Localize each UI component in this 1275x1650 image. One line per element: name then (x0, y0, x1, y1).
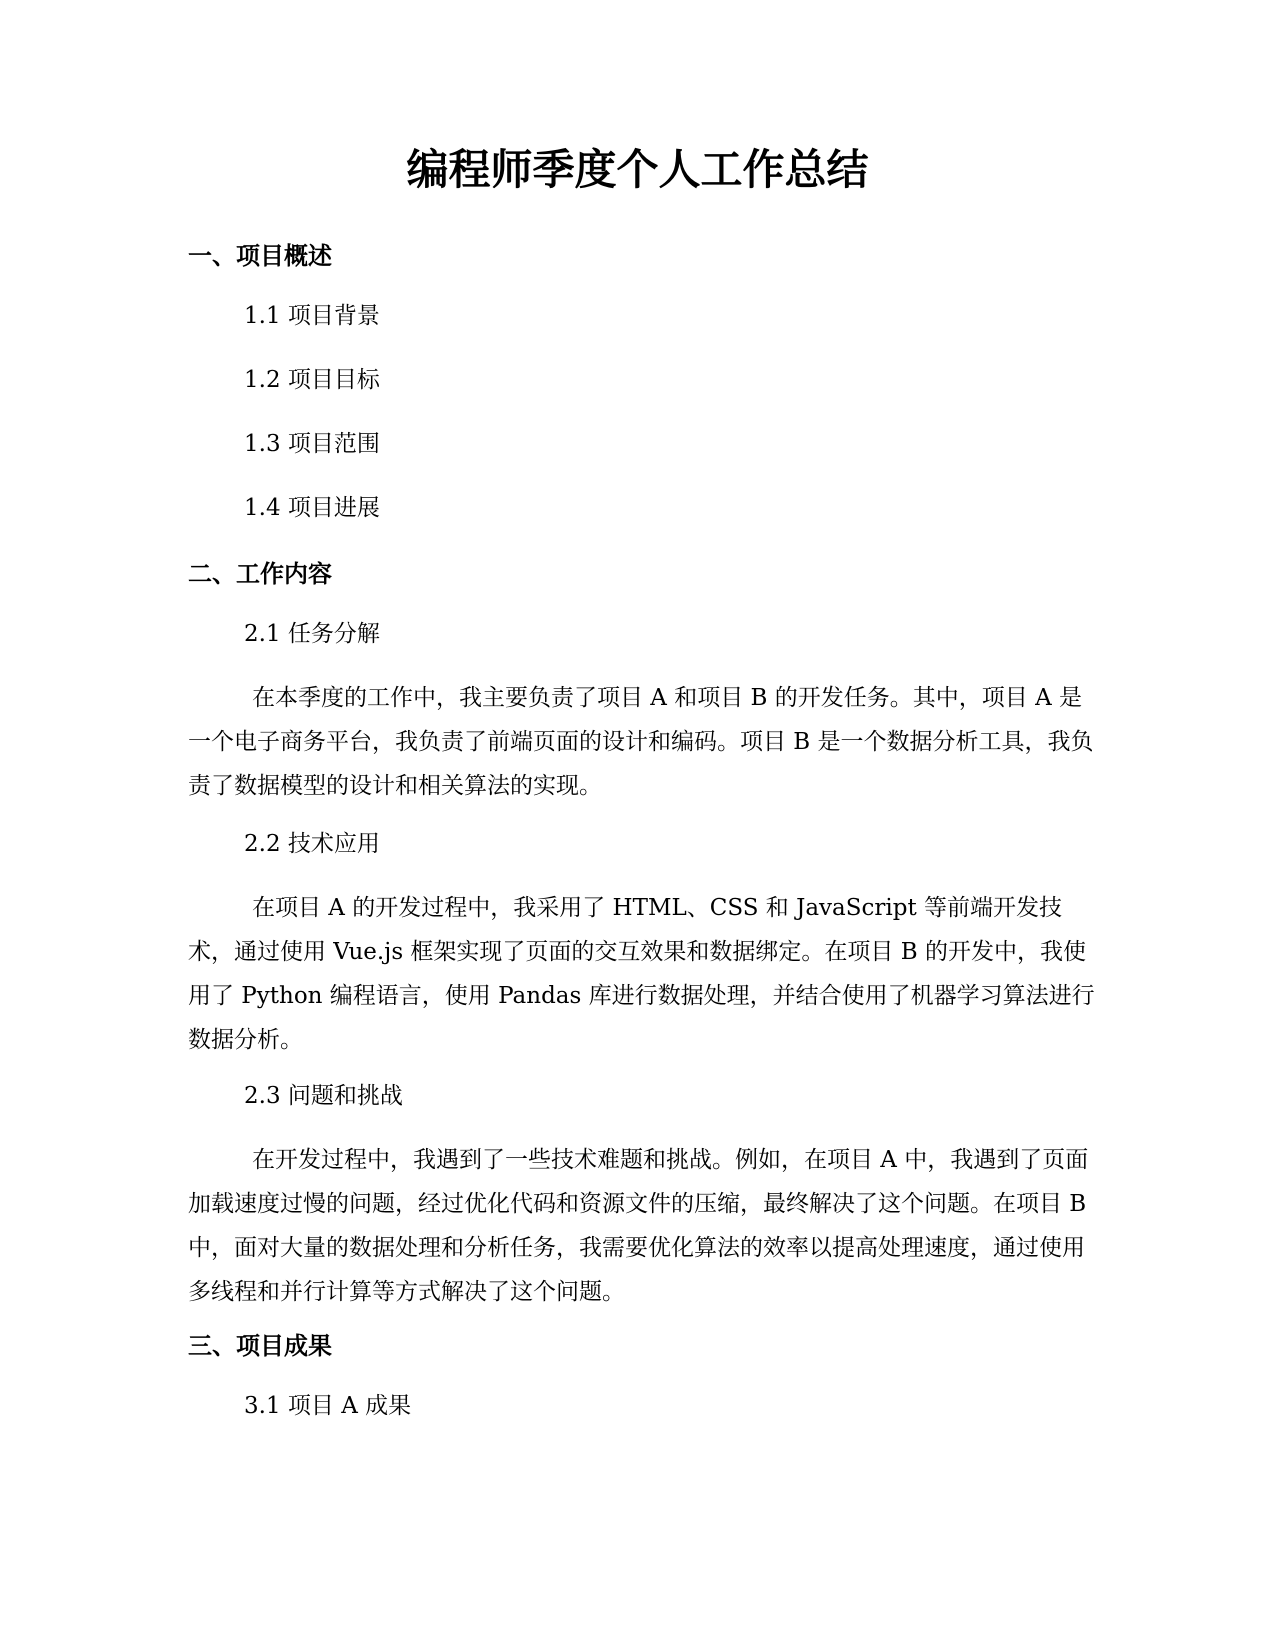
section-heading-overview: 一、项目概述 (188, 242, 332, 270)
paragraph-task-breakdown (188, 676, 1098, 808)
subheading-1-1: 1.1 项目背景 (244, 303, 380, 329)
subheading-1-3: 1.3 项目范围 (244, 431, 380, 457)
subheading-1-2: 1.2 项目目标 (244, 367, 380, 393)
subheading-3-1: 3.1 项目 A 成果 (244, 1393, 412, 1419)
section-heading-results: 三、项目成果 (188, 1332, 332, 1360)
paragraph-text: 在项目 A 的开发过程中，我采用了 HTML、CSS 和 JavaScript 等前端开发技术，通过使用 Vue.js 框架实现了页面的交互效果和数据绑定。在项目 B 的开发中，我使用了 Python 编程语言，使用 Pandas 库进行数据处理，并结合使用了机器学习算法进行数据分析。 (188, 895, 1095, 1053)
document-title: 编程师季度个人工作总结 (406, 145, 869, 194)
paragraph-problems-challenges (188, 1138, 1098, 1314)
subheading-1-4: 1.4 项目进展 (244, 495, 380, 521)
section-heading-work: 二、工作内容 (188, 560, 332, 588)
subheading-2-3: 2.3 问题和挑战 (244, 1083, 403, 1109)
paragraph-text: 在本季度的工作中，我主要负责了项目 A 和项目 B 的开发任务。其中，项目 A 是一个电子商务平台，我负责了前端页面的设计和编码。项目 B 是一个数据分析工具，我负责了数据模型的设计和相关算法的实现。 (188, 685, 1094, 799)
subheading-2-1: 2.1 任务分解 (244, 621, 380, 647)
subheading-2-2: 2.2 技术应用 (244, 831, 380, 857)
paragraph-text: 在开发过程中，我遇到了一些技术难题和挑战。例如，在项目 A 中，我遇到了页面加载速度过慢的问题，经过优化代码和资源文件的压缩，最终解决了这个问题。在项目 B 中，面对大量的数据处理和分析任务，我需要优化算法的效率以提高处理速度，通过使用多线程和并行计算等方式解决了这个问题。 (188, 1147, 1089, 1305)
paragraph-tech-application (188, 886, 1098, 1062)
